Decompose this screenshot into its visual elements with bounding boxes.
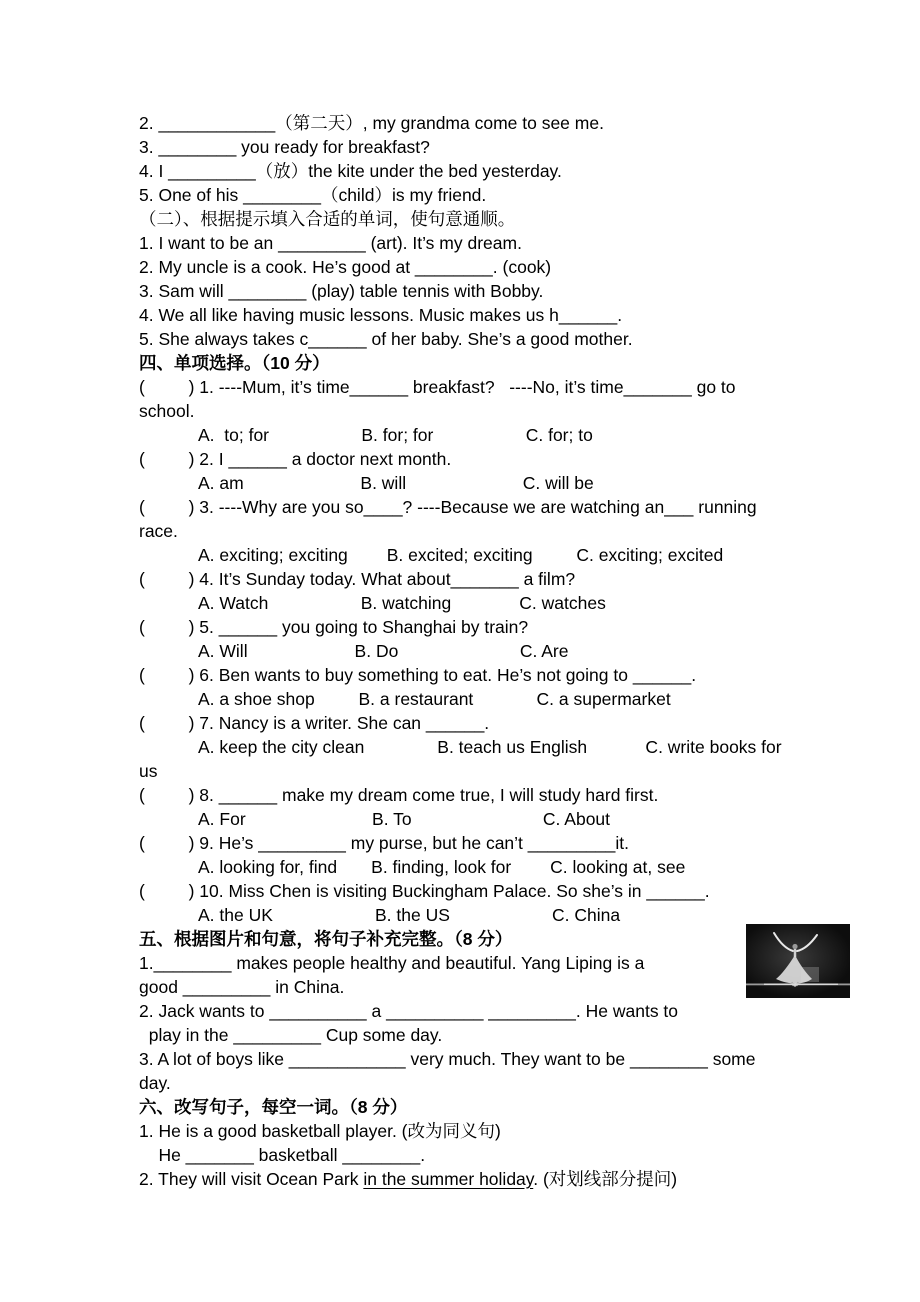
document-line: 5. One of his ________（child）is my friend. [139,185,487,205]
document-line: 4. I _________（放）the kite under the bed yesterday. [139,161,562,181]
document-line: 四、单项选择。（10 分） [139,353,330,373]
document-body [139,111,910,1191]
document-line: A. Will B. Do C. Are [198,641,569,661]
dancer-photo [746,924,850,998]
document-line: ( ) 5. ______ you going to Shanghai by train? [139,617,529,637]
document-line: 2. ____________（第二天）, my grandma come to see me. [139,113,604,133]
stage-light-line-bright [764,984,838,985]
text-segment: . (对划线部分提问) [533,1169,678,1189]
document-line: A. a shoe shop B. a restaurant C. a supermarket [198,689,671,709]
document-line: ( ) 3. ----Why are you so____? ----Because we are watching an___ running [139,497,757,517]
document-line [139,1167,910,1191]
document-line: He _______ basketball ________. [139,1145,426,1165]
document-line: day. [139,1073,171,1093]
document-line: 1. He is a good basketball player. (改为同义句) [139,1121,501,1141]
document-line: A. keep the city clean B. teach us English C. write books for [198,737,782,757]
document-line: ( ) 10. Miss Chen is visiting Buckingham Palace. So she’s in ______. [139,881,710,901]
document-line: ( ) 4. It’s Sunday today. What about_______ a film? [139,569,576,589]
document-line: ( ) 2. I ______ a doctor next month. [139,449,452,469]
document-line: A. the UK B. the US C. China [198,905,621,925]
document-line: 3. Sam will ________ (play) table tennis with Bobby. [139,281,544,301]
document-line: 3. ________ you ready for breakfast? [139,137,430,157]
document-line: 1.________ makes people healthy and beautiful. Yang Liping is a [139,953,645,973]
document-line: 5. She always takes c______ of her baby. She’s a good mother. [139,329,633,349]
dancer-photo-image [746,924,850,998]
document-line: 4. We all like having music lessons. Music makes us h______. [139,305,623,325]
document-line: A. am B. will C. will be [198,473,594,493]
document-line: 1. I want to be an _________ (art). It’s my dream. [139,233,522,253]
document-line: A. For B. To C. About [198,809,611,829]
text-segment: 2. They will visit Ocean Park [139,1169,364,1189]
document-line: ( ) 8. ______ make my dream come true, I will study hard first. [139,785,659,805]
document-line: play in the _________ Cup some day. [139,1025,443,1045]
document-line: us [139,761,158,781]
document-line: 2. My uncle is a cook. He’s good at ________. (cook) [139,257,552,277]
document-line: race. [139,521,178,541]
document-line: good _________ in China. [139,977,345,997]
document-line: A. exciting; exciting B. excited; exciting C. exciting; excited [198,545,724,565]
document-line: ( ) 1. ----Mum, it’s time______ breakfast? ----No, it’s time_______ go to [139,377,736,397]
document-line: 五、根据图片和句意，将句子补充完整。（8 分） [139,929,513,949]
document-line: （二）、根据提示填入合适的单词，使句意通顺。 [139,209,516,229]
document-line: ( ) 9. He’s _________ my purse, but he can’t _________it. [139,833,629,853]
document-line: school. [139,401,195,421]
document-line: 3. A lot of boys like ____________ very much. They want to be ________ some [139,1049,756,1069]
document-line: ( ) 6. Ben wants to buy something to eat. He’s not going to ______. [139,665,697,685]
document-line: 六、改写句子，每空一词。（8 分） [139,1097,408,1117]
document-line: 2. Jack wants to __________ a __________ _________. He wants to [139,1001,679,1021]
document-line: A. Watch B. watching C. watches [198,593,606,613]
document-line: ( ) 7. Nancy is a writer. She can ______. [139,713,490,733]
document-line: A. looking for, find B. finding, look for C. looking at, see [198,857,686,877]
document-line: A. to; for B. for; for C. for; to [198,425,593,445]
underlined-text: in the summer holiday [363,1169,534,1189]
